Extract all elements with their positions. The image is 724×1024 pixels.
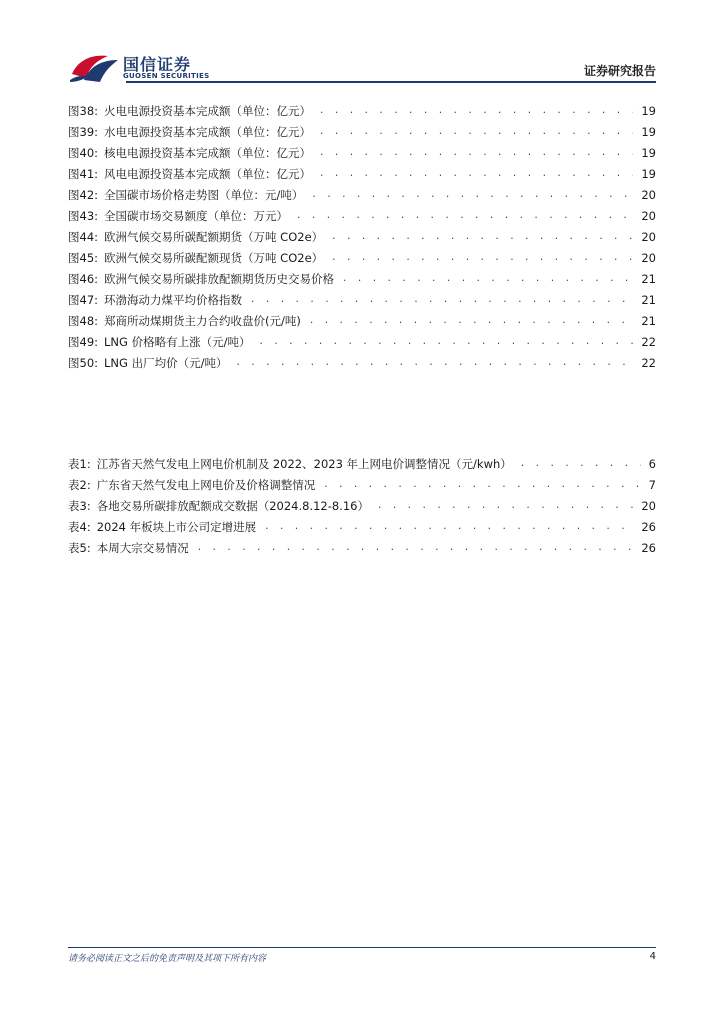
- toc-entry-title: 郑商所动煤期货主力合约收盘价(元/吨): [104, 314, 301, 328]
- dot-leader: [331, 227, 633, 248]
- dot-leader: [319, 164, 633, 185]
- toc-entry-title: 水电电源投资基本完成额（单位：亿元）: [104, 125, 312, 139]
- toc-entry-title: 火电电源投资基本完成额（单位：亿元）: [104, 104, 312, 118]
- dot-leader: [309, 311, 633, 332]
- toc-entry-page: 22: [641, 356, 656, 370]
- dot-leader: [197, 538, 634, 559]
- footer-disclaimer: 请务必阅读正文之后的免责声明及其项下所有内容: [68, 954, 267, 964]
- toc-entry-page: 21: [641, 272, 656, 286]
- toc-entry-title: 欧洲气候交易所碳配额现货（万吨 CO2e）: [104, 251, 324, 265]
- toc-entry-title: 2024 年板块上市公司定增进展: [96, 520, 257, 534]
- toc-entry-page: 22: [641, 335, 656, 349]
- dot-leader: [311, 185, 633, 206]
- toc-entry-page: 26: [641, 520, 656, 534]
- toc-entry-figure[interactable]: [68, 101, 656, 122]
- toc-entry-page: 7: [648, 478, 656, 492]
- toc-entry-figure[interactable]: [68, 353, 656, 374]
- toc-entry-title: 广东省天然气发电上网电价及价格调整情况: [96, 478, 316, 492]
- toc-entry-label: 表2:: [68, 478, 91, 492]
- toc-entry-label: 图40:: [68, 146, 99, 160]
- toc-entry-table[interactable]: [68, 475, 656, 496]
- toc-entry-figure[interactable]: [68, 143, 656, 164]
- dot-leader: [258, 332, 633, 353]
- toc-entry-figure[interactable]: [68, 248, 656, 269]
- dot-leader: [342, 269, 633, 290]
- toc-entry-page: 19: [641, 125, 656, 139]
- dot-leader: [319, 101, 633, 122]
- toc-entry-title: LNG 价格略有上涨（元/吨）: [104, 335, 251, 349]
- toc-entry-label: 图44:: [68, 230, 99, 244]
- toc-entry-title: 本周大宗交易情况: [96, 541, 189, 555]
- toc-entry-title: 核电电源投资基本完成额（单位：亿元）: [104, 146, 312, 160]
- dot-leader: [296, 206, 633, 227]
- toc-entry-figure[interactable]: [68, 311, 656, 332]
- logo-cn-text: 国信证券: [123, 55, 192, 74]
- toc-entry-label: 图48:: [68, 314, 99, 328]
- dot-leader: [377, 496, 633, 517]
- page-number: 4: [649, 951, 656, 962]
- dot-leader: [264, 517, 633, 538]
- toc-entry-label: 图47:: [68, 293, 99, 307]
- toc-entry-title: 欧洲气候交易所碳排放配额期货历史交易价格: [104, 272, 335, 286]
- toc-entry-page: 19: [641, 146, 656, 160]
- toc-entry-figure[interactable]: [68, 290, 656, 311]
- toc-entry-table[interactable]: [68, 496, 656, 517]
- toc-entry-label: 图39:: [68, 125, 99, 139]
- toc-entry-page: 21: [641, 314, 656, 328]
- toc-entry-label: 表1:: [68, 457, 91, 471]
- toc-entry-label: 图45:: [68, 251, 99, 265]
- logo-en-text: GUOSEN SECURITIES: [123, 72, 210, 80]
- toc-entry-title: 全国碳市场交易额度（单位：万元）: [104, 209, 289, 223]
- dot-leader: [319, 122, 633, 143]
- toc-entry-title: 欧洲气候交易所碳配额期货（万吨 CO2e）: [104, 230, 324, 244]
- toc-entry-figure[interactable]: [68, 185, 656, 206]
- report-type: 证券研究报告: [583, 64, 656, 78]
- dot-leader: [250, 290, 633, 311]
- toc-entry-page: 20: [641, 188, 656, 202]
- header-divider: [126, 81, 656, 83]
- dot-leader: [323, 475, 640, 496]
- figure-index: [68, 101, 656, 374]
- table-index: [68, 454, 656, 559]
- toc-entry-figure[interactable]: [68, 164, 656, 185]
- toc-entry-page: 6: [648, 457, 656, 471]
- toc-entry-label: 图46:: [68, 272, 99, 286]
- toc-entry-table[interactable]: [68, 538, 656, 559]
- footer-divider: [68, 947, 656, 948]
- toc-entry-page: 19: [641, 167, 656, 181]
- toc-entry-label: 图42:: [68, 188, 99, 202]
- toc-entry-label: 图43:: [68, 209, 99, 223]
- toc-entry-label: 图38:: [68, 104, 99, 118]
- toc-entry-page: 20: [641, 499, 656, 513]
- dot-leader: [235, 353, 633, 374]
- toc-entry-figure[interactable]: [68, 227, 656, 248]
- toc-entry-table[interactable]: [68, 517, 656, 538]
- toc-entry-page: 20: [641, 230, 656, 244]
- toc-entry-table[interactable]: [68, 454, 656, 475]
- toc-entry-page: 26: [641, 541, 656, 555]
- toc-entry-page: 20: [641, 251, 656, 265]
- toc-entry-title: 环渤海动力煤平均价格指数: [104, 293, 243, 307]
- toc-entry-label: 图49:: [68, 335, 99, 349]
- page-header: [0, 0, 724, 90]
- dot-leader: [319, 143, 633, 164]
- toc-entry-title: 风电电源投资基本完成额（单位：亿元）: [104, 167, 312, 181]
- toc-entry-figure[interactable]: [68, 206, 656, 227]
- toc-entry-page: 19: [641, 104, 656, 118]
- toc-entry-label: 图50:: [68, 356, 99, 370]
- toc-entry-title: LNG 出厂均价（元/吨）: [104, 356, 228, 370]
- dot-leader: [331, 248, 633, 269]
- toc-entry-figure[interactable]: [68, 122, 656, 143]
- toc-entry-label: 图41:: [68, 167, 99, 181]
- toc-entry-label: 表3:: [68, 499, 91, 513]
- toc-entry-title: 江苏省天然气发电上网电价机制及 2022、2023 年上网电价调整情况（元/kwh）: [96, 457, 512, 471]
- toc-entry-page: 21: [641, 293, 656, 307]
- toc-entry-figure[interactable]: [68, 332, 656, 353]
- toc-entry-title: 全国碳市场价格走势图（单位：元/吨）: [104, 188, 304, 202]
- toc-entry-label: 表5:: [68, 541, 91, 555]
- toc-entry-title: 各地交易所碳排放配额成交数据（2024.8.12-8.16）: [96, 499, 369, 513]
- dot-leader: [520, 454, 641, 475]
- guosen-logo-icon: [68, 50, 120, 84]
- toc-entry-figure[interactable]: [68, 269, 656, 290]
- toc-entry-page: 20: [641, 209, 656, 223]
- toc-entry-label: 表4:: [68, 520, 91, 534]
